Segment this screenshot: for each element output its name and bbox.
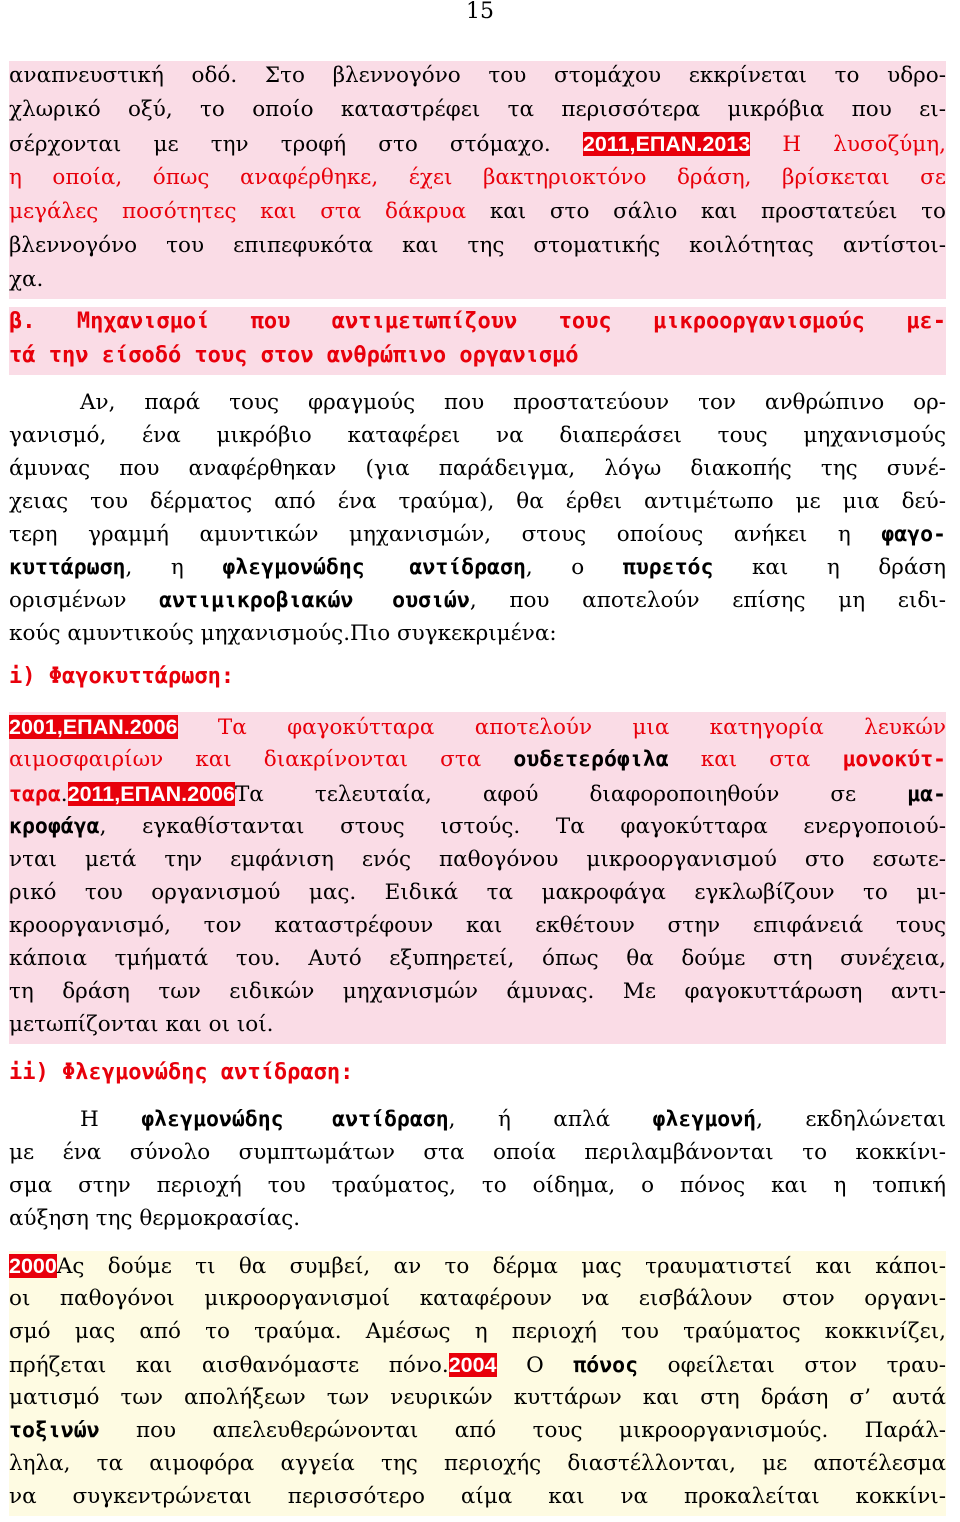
bold-term: μα- bbox=[907, 782, 946, 807]
text-span: . bbox=[60, 782, 68, 807]
text-line bbox=[9, 231, 946, 265]
text-line bbox=[9, 745, 946, 779]
text-line bbox=[9, 779, 946, 813]
text-span: γανισμό, ένα μικρόβιο καταφέρει να διαπεράσει τους μηχανισμούς bbox=[9, 423, 946, 448]
bold-term: κροφάγα bbox=[9, 814, 100, 839]
bold-term: κυττάρωση bbox=[9, 555, 126, 580]
text-line bbox=[80, 388, 946, 422]
text-line bbox=[9, 1010, 946, 1044]
text-line bbox=[9, 129, 946, 163]
text-line bbox=[9, 1138, 946, 1172]
text-span: ματισμό των απολήξεων των νευρικών κυττάρων και στη δράση σ’ αυτά bbox=[9, 1385, 946, 1410]
text-span: που απελευθερώνονται από τους μικροοργανισμούς. Παράλ- bbox=[99, 1418, 946, 1443]
bold-term: φαγο- bbox=[881, 522, 946, 547]
text-span: κροοργανισμό, τον καταστρέφουν και εκθέτουν στην επιφάνειά τους bbox=[9, 913, 946, 938]
text-span: Ο bbox=[496, 1353, 574, 1378]
text-line bbox=[9, 487, 946, 521]
text-line bbox=[9, 1350, 946, 1384]
text-line bbox=[9, 95, 946, 129]
highlighted-text: αιμοσφαιρίων και διακρίνονται στα bbox=[9, 747, 514, 772]
bold-term: αντιμικροβιακών ουσιών bbox=[159, 588, 470, 613]
heading-text: τά την είσοδό τους στον ανθρώπινο οργανισμό bbox=[9, 343, 579, 368]
text-span: ρικό του οργανισμού μας. Ειδικά τα μακροφάγα εγκλωβίζουν το μι- bbox=[9, 880, 946, 905]
text-span: , ή απλά bbox=[448, 1107, 653, 1132]
exam-year-tag: 2004 bbox=[448, 1353, 497, 1377]
highlighted-text: Τα φαγοκύτταρα αποτελούν μια κατηγορία λευκών bbox=[177, 715, 946, 740]
text-line bbox=[9, 421, 946, 455]
text-line bbox=[9, 1449, 946, 1483]
text-line bbox=[9, 265, 946, 299]
text-span: κάποια τμήματά του. Αυτό εξυπηρετεί, όπως θα δούμε στη συνέχεια, bbox=[9, 946, 946, 971]
highlighted-text: η οποία, όπως αναφέρθηκε, έχει βακτηριοκτόνο δράση, βρίσκεται σε bbox=[9, 165, 946, 190]
text-line bbox=[9, 812, 946, 846]
section-heading bbox=[9, 341, 946, 375]
text-span: βλεννογόνο του επιπεφυκότα και της στοματικής κοιλότητας αντίστοι- bbox=[9, 233, 946, 258]
text-span: νται μετά την εμφάνιση ενός παθογόνου μικροοργανισμού στο εσωτε- bbox=[9, 847, 946, 872]
text-line bbox=[9, 878, 946, 912]
text-span: και η δράση bbox=[713, 555, 947, 580]
heading-text: i) Φαγοκυττάρωση: bbox=[9, 664, 235, 689]
text-span: χλωρικό οξύ, το οποίο καταστρέφει τα περισσότερα μικρόβια που ει- bbox=[9, 97, 946, 122]
text-line bbox=[80, 1105, 946, 1139]
text-line bbox=[9, 1482, 946, 1516]
section-heading bbox=[9, 307, 946, 341]
text-span: κούς αμυντικούς μηχανισμούς.Πιο συγκεκριμένα: bbox=[9, 621, 557, 646]
text-span: ορισμένων bbox=[9, 588, 160, 613]
text-line bbox=[9, 520, 946, 554]
text-line bbox=[9, 1416, 946, 1450]
text-line bbox=[9, 163, 946, 197]
text-span: ληλα, τα αιμοφόρα αγγεία της περιοχής διαστέλλονται, με αποτέλεσμα bbox=[9, 1451, 946, 1476]
bold-term: ταρα bbox=[9, 782, 61, 807]
bold-term: πόνος bbox=[573, 1353, 639, 1378]
text-line bbox=[9, 845, 946, 879]
text-span: τη δράση των ειδικών μηχανισμών άμυνας. Με φαγοκυττάρωση αντι- bbox=[9, 979, 946, 1004]
exam-year-tag: 2011,ΕΠΑΝ.2013 bbox=[582, 132, 751, 156]
text-span: Ας δούμε τι θα συμβεί, αν το δέρμα μας τραυματιστεί και κάποι- bbox=[56, 1254, 946, 1279]
text-span: Τα τελευταία, αφού διαφοροποιηθούν σε bbox=[234, 782, 908, 807]
text-line bbox=[9, 1317, 946, 1351]
heading-text: ii) Φλεγμονώδης αντίδραση: bbox=[9, 1060, 354, 1085]
bold-term: φλεγμονώδης αντίδραση bbox=[141, 1107, 449, 1132]
text-span: με ένα σύνολο συμπτωμάτων στα οποία περιλαμβάνονται το κοκκίνι- bbox=[9, 1140, 946, 1165]
text-span: , ο bbox=[525, 555, 623, 580]
text-line bbox=[9, 911, 946, 945]
text-line bbox=[9, 977, 946, 1011]
text-span: άμυνας που αναφέρθηκαν (για παράδειγμα, λόγω διακοπής της συνέ- bbox=[9, 456, 946, 481]
heading-text: β. Μηχανισμοί που αντιμετωπίζουν τους μικροοργανισμούς με- bbox=[9, 309, 946, 334]
text-line bbox=[9, 1383, 946, 1417]
text-span: και στο σάλιο και προστατεύει το bbox=[466, 199, 946, 224]
text-line bbox=[9, 1251, 946, 1285]
text-line bbox=[9, 586, 946, 620]
bold-term: μονοκύτ- bbox=[842, 747, 946, 772]
highlighted-text: Η λυσοζύμη, bbox=[750, 132, 946, 157]
text-span: τερη γραμμή αμυντικών μηχανισμών, στους οποίους ανήκει η bbox=[9, 522, 882, 547]
text-span: Αν, παρά τους φραγμούς που προστατεύουν τον ανθρώπινο ορ- bbox=[80, 390, 946, 415]
text-span: , που αποτελούν επίσης μη ειδι- bbox=[469, 588, 946, 613]
text-span: να συγκεντρώνεται περισσότερο αίμα και να προκαλείται κοκκίνι- bbox=[9, 1484, 946, 1509]
exam-year-tag: 2000 bbox=[9, 1254, 57, 1278]
text-span: αύξηση της θερμοκρασίας. bbox=[9, 1206, 301, 1231]
text-line bbox=[9, 1284, 946, 1318]
text-span: πρήζεται και αισθανόμαστε πόνο. bbox=[9, 1353, 449, 1378]
bold-term: φλεγμονή bbox=[652, 1107, 757, 1132]
text-span: , εγκαθίστανται στους ιστούς. Τα φαγοκύτταρα ενεργοποιού- bbox=[99, 814, 946, 839]
text-span: μετωπίζονται και οι ιοί. bbox=[9, 1012, 274, 1037]
text-span: Η bbox=[80, 1107, 142, 1132]
text-span: χα. bbox=[9, 267, 44, 292]
text-span: σμό μας από το τραύμα. Αμέσως η περιοχή του τραύματος κοκκινίζει, bbox=[9, 1319, 946, 1344]
subsection-heading bbox=[9, 1058, 946, 1092]
text-line bbox=[9, 619, 946, 653]
bold-term: ουδετερόφιλα bbox=[513, 747, 669, 772]
exam-year-tag: 2011,ΕΠΑΝ.2006 bbox=[67, 782, 235, 806]
text-span: σμα στην περιοχή του τραύματος, το οίδημα, ο πόνος και η τοπική bbox=[9, 1173, 946, 1198]
bold-term: πυρετός bbox=[622, 555, 714, 580]
text-line bbox=[9, 454, 946, 488]
text-line bbox=[9, 553, 946, 587]
text-line bbox=[9, 61, 946, 95]
subsection-heading bbox=[9, 662, 946, 696]
bold-term: φλεγμονώδης αντίδραση bbox=[222, 555, 526, 580]
text-line bbox=[9, 1171, 946, 1205]
text-span: χειας του δέρματος από ένα τραύμα), θα έρθει αντιμέτωπο με μια δεύ- bbox=[9, 489, 946, 514]
text-span: , εκδηλώνεται bbox=[756, 1107, 947, 1132]
bold-term: τοξινών bbox=[9, 1418, 100, 1443]
text-span: σέρχονται με την τροφή στο στόμαχο. bbox=[9, 132, 583, 157]
text-span: , η bbox=[125, 555, 223, 580]
text-line bbox=[9, 944, 946, 978]
exam-year-tag: 2001,ΕΠΑΝ.2006 bbox=[9, 715, 178, 739]
text-line bbox=[9, 1204, 946, 1238]
text-span: οφείλεται στον τραυ- bbox=[638, 1353, 947, 1378]
page-number: 15 bbox=[466, 0, 494, 24]
text-line bbox=[9, 712, 946, 746]
text-span: αναπνευστική οδό. Στο βλεννογόνο του στομάχου εκκρίνεται το υδρο- bbox=[9, 63, 946, 88]
highlighted-text: μεγάλες ποσότητες και στα δάκρυα bbox=[9, 199, 467, 224]
highlighted-text: και στα bbox=[668, 747, 843, 772]
text-line bbox=[9, 197, 946, 231]
text-span: οι παθογόνοι μικροοργανισμοί καταφέρουν να εισβάλουν στον οργανι- bbox=[9, 1286, 946, 1311]
